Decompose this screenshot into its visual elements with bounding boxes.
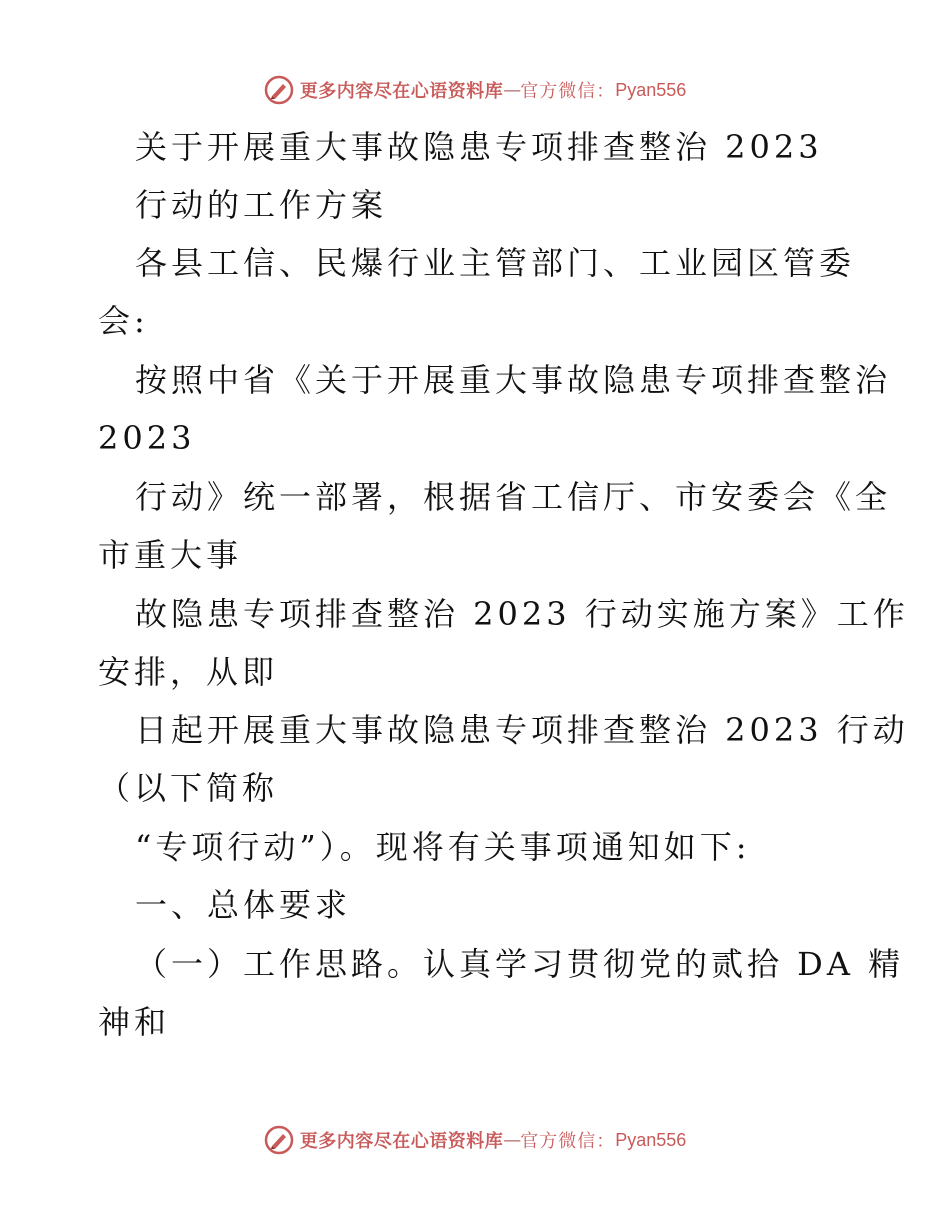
watermark-separator: — (503, 79, 521, 101)
doc-title-line-1: 关于开展重大事故隐患专项排查整治 2023 (135, 128, 823, 166)
doc-line: 按照中省《关于开展重大事故隐患专项排查整治 (135, 361, 892, 399)
doc-line: 安排，从即 (98, 653, 279, 691)
watermark-wechat-label: 官方微信： (520, 1131, 616, 1152)
doc-line: 行动》统一部署，根据省工信厅、市安委会《全 (135, 478, 892, 516)
doc-line: 日起开展重大事故隐患专项排查整治 2023 行动 (135, 711, 909, 749)
watermark-header (0, 70, 950, 110)
doc-line: 市重大事 (98, 536, 243, 574)
pen-logo-icon (264, 75, 294, 105)
doc-line: 2023 (98, 419, 196, 457)
watermark-wechat-id: Pyan556 (615, 1129, 687, 1150)
doc-section-heading: 一、总体要求 (135, 886, 352, 924)
watermark-site-text: 更多内容尽在心语资料库 (299, 81, 504, 102)
pen-logo-icon (264, 1125, 294, 1155)
doc-line: 故隐患专项排查整治 2023 行动实施方案》工作 (135, 595, 909, 633)
doc-title-line-2: 行动的工作方案 (135, 186, 388, 224)
watermark-footer (0, 1120, 950, 1160)
doc-line: 会: (98, 302, 149, 340)
doc-line: （一）工作思路。认真学习贯彻党的贰拾 DA 精 (135, 945, 905, 983)
doc-line: “专项行动”）。现将有关事项通知如下: (135, 828, 751, 866)
watermark-wechat-id: Pyan556 (615, 79, 687, 100)
watermark-site-text: 更多内容尽在心语资料库 (299, 1131, 504, 1152)
watermark-separator: — (503, 1129, 521, 1151)
doc-line: 神和 (98, 1003, 171, 1041)
watermark-wechat-label: 官方微信： (520, 81, 616, 102)
doc-line: （以下简称 (98, 769, 279, 807)
doc-line: 各县工信、民爆行业主管部门、工业园区管委 (135, 244, 856, 282)
